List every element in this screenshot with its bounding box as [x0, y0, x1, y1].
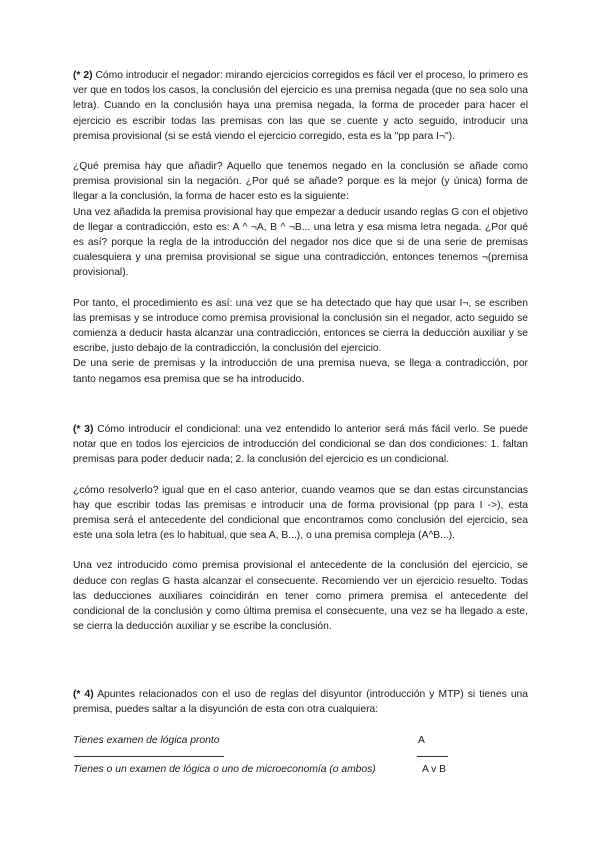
section-3-marker: (* 3) — [73, 424, 94, 435]
example-premise-symbol: A — [418, 735, 425, 746]
section-2-procedure: Por tanto, el procedimiento es así: una vez que se ha detectado que hay que usar I¬, se escriben las premisas y se introduce como premisa provisional la conclusión sin el negador, acto seguido se comienza a deducir hasta alcanzar una contradicción, entonces se cierra la deducción auxiliar y se escribe, justo debajo de la contradicción, la conclusión del ejercicio. — [73, 297, 528, 355]
section-4-intro — [73, 687, 528, 717]
section-4-intro-text: Apuntes relacionados con el uso de reglas del disyuntor (introducción y MTP) si tienes una premisa, puedes saltar a la disyunción de esta con otra cualquiera: — [73, 689, 528, 716]
section-3-question: ¿cómo resolverlo? igual que en el caso anterior, cuando veamos que se dan estas circunstancias hay que escribir todas las premisas e introducir una de forma provisional (pp para I ->), esta premisa será el antecedente del condicional que encontramos como conclusión del ejercicio, sea este una sola letra (es lo habitual, que sea A, B...), o una premisa compleja (A^B...). — [73, 484, 528, 542]
example-premise-text: Tienes examen de lógica pronto — [73, 735, 220, 746]
section-2-intro-text: Cómo introducir el negador: mirando ejercicios corregidos es fácil ver el proceso, lo primero es ver que en todos los casos, la conclusión del ejercicio es una premisa negada (que no sea solo una letra). Cuando en la conclusión haya una premisa negada, la forma de proceder para hacer el ejercicio es escribir todas las premisas con las que se cuente y acto seguido, introducir una premisa provisional (si se está viendo el ejercicio corregido, esta es la "pp para I¬"). — [73, 70, 528, 142]
example-left-rule — [74, 756, 224, 757]
example-conclusion-text: Tienes o un examen de lógica o uno de microeconomía (o ambos) — [73, 764, 376, 775]
section-4-marker: (* 4) — [73, 689, 94, 700]
example-right-rule — [417, 756, 448, 757]
section-3-intro — [73, 422, 528, 468]
section-3-intro-text: Cómo introducir el condicional: una vez entendido lo anterior será más fácil verlo. Se puede notar que en todos los ejercicios de introducción del condicional se dan dos condiciones: 1. faltan premisas para poder deducir nada; 2. la conclusión del ejercicio es un condicional. — [73, 424, 528, 466]
section-3 — [73, 422, 528, 634]
section-3-procedure: Una vez introducido como premisa provisional el antecedente de la conclusión del ejercicio, se deduce con reglas G hasta alcanzar el consecuente. Recomiendo ver un ejercicio resuelto. Todas las deducciones auxiliares coincidirán en tener como primera premisa el antecedente del condicional de la conclusión y como última premisa el consecuente, una vez se ha llegado a este, se cierra la deducción auxiliar y se escribe la conclusión. — [73, 560, 528, 633]
section-2-question: ¿Qué premisa hay que añadir? Aquello que tenemos negado en la conclusión se añade como premisa provisional sin la negación. ¿Por qué se añade? porque es la mejor (y única) forma de llegar a la conclusión, la forma de hacer esto es la siguiente: — [73, 161, 528, 203]
section-2-summary: De una serie de premisas y la introducción de una premisa nueva, se llega a contradicción, por tanto negamos esa premisa que se ha introducido. — [73, 358, 528, 385]
section-2-marker: (* 2) — [73, 70, 93, 81]
section-2 — [73, 68, 528, 387]
section-2-intro — [73, 68, 528, 144]
section-4 — [73, 687, 528, 717]
section-2-explanation: Una vez añadida la premisa provisional hay que empezar a deducir usando reglas G con el objetivo de llegar a contradicción, esto es: A ^ ¬A, B ^ ¬B... una letra y esa misma letra negada. ¿Por qué es así? porque la regla de la introducción del negador nos dice que si de una serie de premisas cualesquiera y una premisa provisional se sigue una contradicción, entonces tenemos ¬(premisa provisional). — [73, 206, 528, 279]
example-conclusion-symbol: A v B — [422, 764, 447, 775]
